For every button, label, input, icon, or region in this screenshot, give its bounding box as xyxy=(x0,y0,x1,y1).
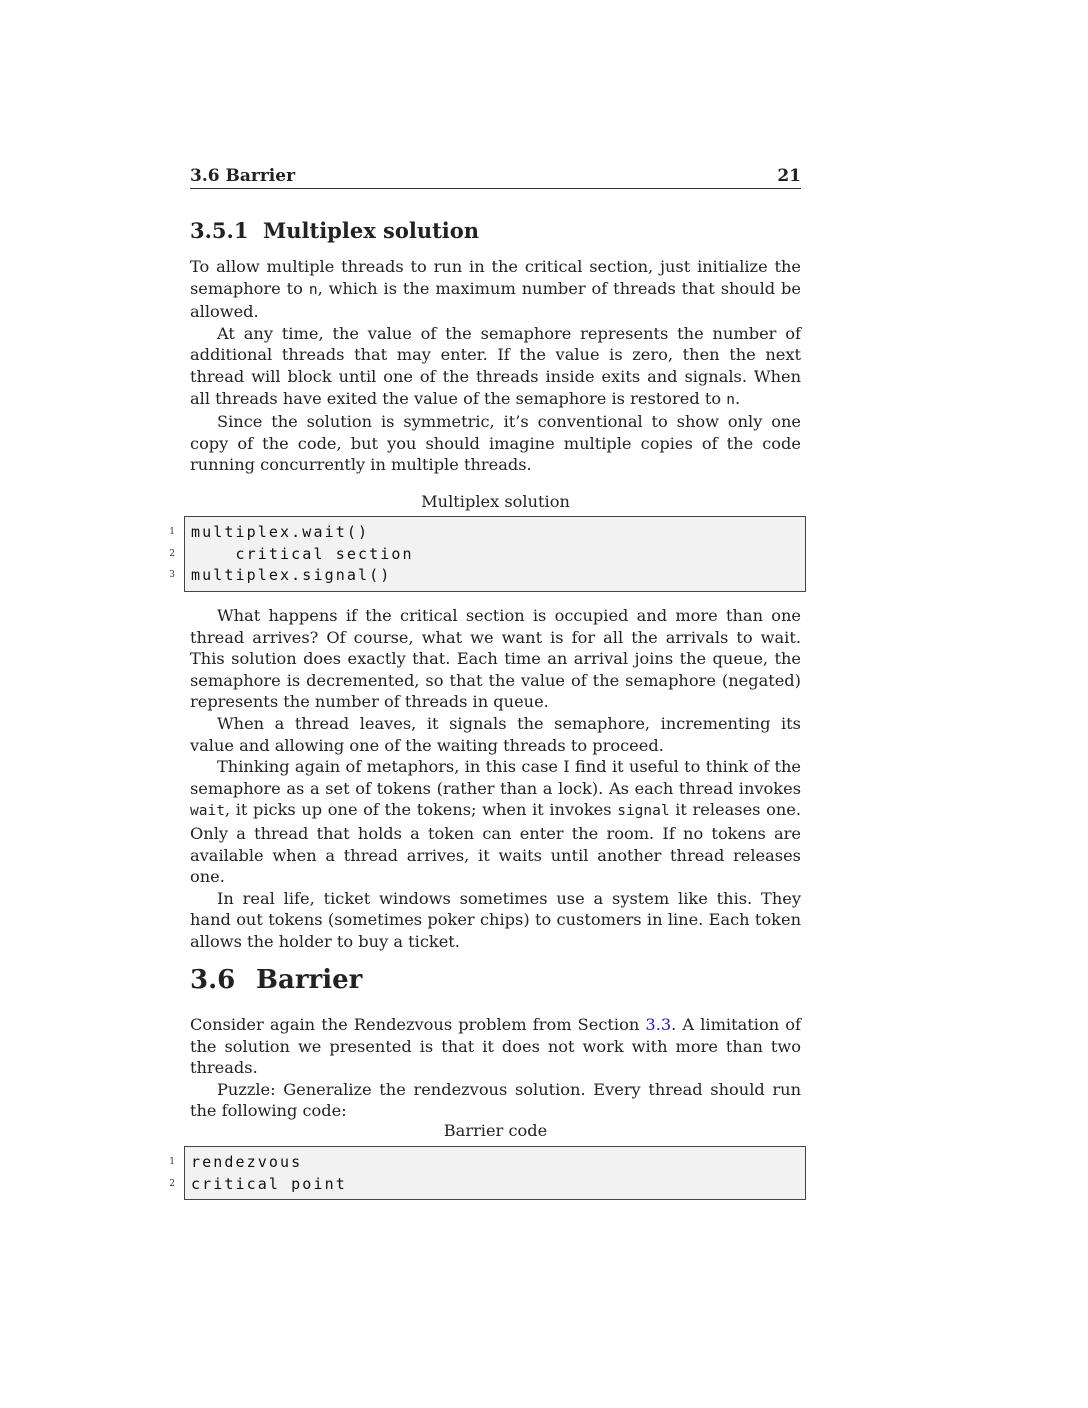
line-number: 1 xyxy=(169,527,175,537)
paragraph-2-text-a: At any time, the value of the semaphore represents the number of additional threads that may enter. If the value is zero, then the next thread will block until one of the threads inside exits and signals. When all threads have exited the value of the semaphore is restored to xyxy=(190,323,801,408)
code-line xyxy=(169,544,805,566)
inline-code-wait: wait xyxy=(190,803,225,820)
paragraph-4: What happens if the critical section is occupied and more than one thread arrives? Of course, what we want is for all the arrivals to wait. This solution does exactly that. Each time an arrival joins the queue, the semaphore is decremented, so that the value of the semaphore (negated) represents the number of threads in queue. xyxy=(190,606,801,712)
header-section-title: 3.6 Barrier xyxy=(190,166,296,186)
paragraph-1-text-b: , which is the maximum number of threads that should be allowed. xyxy=(190,278,801,322)
paragraph-5: When a thread leaves, it signals the semaphore, incrementing its value and allowing one of the waiting threads to proceed. xyxy=(190,713,801,755)
paragraph-6-text-b: , it picks up one of the tokens; when it invokes xyxy=(224,800,618,820)
listing-caption-2: Barrier code xyxy=(443,1121,548,1140)
running-header xyxy=(190,166,801,189)
paragraph-6-text-a: Thinking again of metaphors, in this case I find it useful to think of the semaphore as a set of tokens (rather than a lock). As each thread invokes xyxy=(190,757,801,798)
section-heading xyxy=(190,965,362,995)
code-listing-multiplex xyxy=(169,516,806,592)
inline-code-n: n xyxy=(308,281,318,298)
page-number: 21 xyxy=(777,166,801,186)
subsection-number: 3.5.1 xyxy=(190,218,249,243)
line-number: 3 xyxy=(169,570,175,580)
line-number: 1 xyxy=(169,1157,175,1167)
code-text: multiplex.wait() xyxy=(191,523,370,541)
section-number: 3.6 xyxy=(190,965,236,995)
inline-code-n: n xyxy=(726,391,735,408)
paragraph-8-text-a: Consider again the Rendezvous problem from Section xyxy=(190,1015,646,1034)
code-text: critical section xyxy=(191,544,414,563)
text-block-2 xyxy=(190,605,801,953)
code-line xyxy=(169,1152,805,1174)
paragraph-7: In real life, ticket windows sometimes use a system like this. They hand out tokens (sometimes poker chips) to customers in line. Each token allows the holder to buy a ticket. xyxy=(190,888,801,951)
paragraph-2-text-b: . xyxy=(734,388,741,408)
paragraph-1 xyxy=(190,256,801,323)
section-title: Barrier xyxy=(256,965,363,995)
text-block-3 xyxy=(190,1014,801,1122)
paragraph-8 xyxy=(190,1014,801,1079)
inline-code-signal: signal xyxy=(617,803,670,820)
listing-caption-1: Multiplex solution xyxy=(421,492,570,511)
paragraph-1-text-a: To allow multiple threads to run in the critical section, just initialize the semaphore to xyxy=(190,257,801,298)
section-reference-link[interactable]: 3.3 xyxy=(645,1015,672,1034)
paragraph-3: Since the solution is symmetric, it’s conventional to show only one copy of the code, but you should imagine multiple copies of the code running concurrently in multiple threads. xyxy=(190,412,801,475)
code-line xyxy=(169,565,805,587)
paragraph-9: Puzzle: Generalize the rendezvous solution. Every thread should run the following code: xyxy=(190,1079,801,1121)
paragraph-6 xyxy=(190,756,801,888)
code-line xyxy=(169,522,805,544)
text-block-1 xyxy=(190,256,801,476)
paragraph-8-text-b: . A limitation of the solution we presented is that it does not work with more than two threads. xyxy=(190,1015,801,1078)
code-text: multiplex.signal() xyxy=(191,566,392,584)
line-number: 2 xyxy=(169,548,175,559)
line-number: 2 xyxy=(169,1178,175,1189)
code-text: rendezvous xyxy=(191,1153,303,1171)
paragraph-2 xyxy=(190,323,801,411)
code-listing-barrier xyxy=(169,1146,806,1200)
subsection-heading xyxy=(190,218,479,243)
code-line xyxy=(169,1174,805,1196)
paragraph-6-text-c: it releases one. Only a thread that holds a token can enter the room. If no tokens are available when a thread arrives, it waits until another thread releases one. xyxy=(190,800,802,887)
code-text: critical point xyxy=(191,1174,347,1193)
subsection-title: Multiplex solution xyxy=(263,218,480,243)
